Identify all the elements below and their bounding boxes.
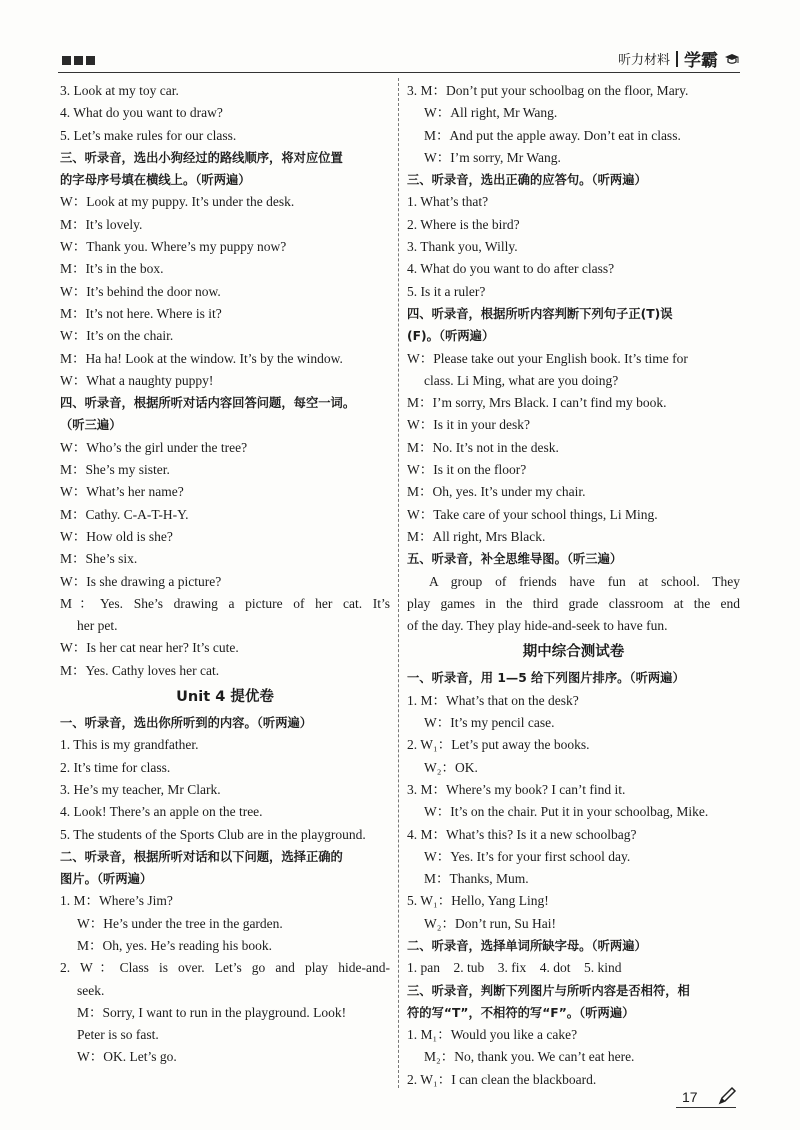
text-line: Peter is so fast. — [77, 1027, 159, 1043]
text-line: M：Oh, yes. It’s under my chair. — [407, 484, 586, 500]
question-heading: (F)。（听两遍） — [407, 329, 495, 344]
text-line: 3. Thank you, Willy. — [407, 239, 518, 255]
section-title: 期中综合测试卷 — [522, 644, 625, 661]
text-line: W：Is it on the floor? — [407, 462, 527, 478]
text-line: seek. — [77, 982, 105, 998]
text-line: 2. W₁：Let’s put away the books. — [407, 737, 590, 753]
question-heading: 五、听录音，补全思维导图。（听三遍） — [407, 552, 623, 567]
section-title: 听力材料 — [617, 53, 670, 68]
text-line: 5. The students of the Sports Club are in the playground. — [60, 826, 366, 842]
question-heading: 图片。（听两遍） — [60, 872, 153, 887]
text-line: M：It’s lovely. — [60, 216, 143, 232]
question-heading: 三、听录音，判断下列图片与所听内容是否相符，相 — [407, 983, 690, 998]
text-line: M：Yes. She’s drawing a picture of her cat. It’s — [60, 595, 390, 611]
left-column — [60, 80, 390, 1069]
text-line: 2. W：Class is over. Let’s go and play hide-and- — [60, 960, 390, 976]
text-line: W：What a naughty puppy! — [60, 372, 214, 388]
text-line: M：Oh, yes. He’s reading his book. — [77, 937, 272, 953]
text-line: W：It’s behind the door now. — [60, 283, 221, 299]
text-line: 3. Look at my toy car. — [60, 83, 179, 98]
text-line: W：Look at my puppy. It’s under the desk. — [60, 194, 295, 210]
text-line: M：Ha ha! Look at the window. It’s by the window. — [60, 350, 343, 366]
square-marks-icon — [62, 56, 95, 65]
question-heading: 的字母序号填在横线上。（听两遍） — [60, 173, 251, 188]
text-line: M：It’s in the box. — [60, 261, 164, 277]
page-number: 17 — [682, 1089, 698, 1105]
text-line: 1. M：Where’s Jim? — [60, 893, 173, 909]
question-heading: 四、听录音，根据所听对话内容回答问题，每空一词。 — [60, 396, 356, 411]
text-line: 4. M：What’s this? Is it a new schoolbag? — [407, 826, 637, 842]
text-line: 1. pan 2. tub 3. fix 4. dot 5. kind — [407, 960, 622, 976]
text-line: 3. M：Don’t put your schoolbag on the floor, Mary. — [407, 83, 689, 98]
text-line: 4. What do you want to draw? — [60, 105, 223, 121]
question-heading: 二、听录音，根据所听对话和以下问题，选择正确的 — [60, 849, 343, 864]
text-line: W：Who’s the girl under the tree? — [60, 439, 248, 455]
text-line: W：It’s my pencil case. — [424, 715, 555, 731]
text-line: M：Sorry, I want to run in the playground. Look! — [77, 1004, 347, 1020]
brand-name: 学霸 — [684, 51, 718, 71]
text-line: W：All right, Mr Wang. — [424, 105, 558, 121]
page-header — [58, 44, 740, 72]
right-column — [407, 80, 740, 1091]
text-line: M：No. It’s not in the desk. — [407, 439, 559, 455]
text-line: 5. W₁：Hello, Yang Ling! — [407, 893, 549, 909]
pencil-icon — [716, 1085, 738, 1107]
text-line: M：Yes. Cathy loves her cat. — [60, 662, 220, 678]
text-line: M：Thanks, Mum. — [424, 871, 529, 887]
text-line: M：It’s not here. Where is it? — [60, 305, 222, 321]
text-line: W：He’s under the tree in the garden. — [77, 915, 283, 931]
text-line: M：All right, Mrs Black. — [407, 528, 546, 544]
text-line: 3. M：Where’s my book? I can’t find it. — [407, 781, 626, 797]
text-line: W₂：Don’t run, Su Hai! — [424, 915, 556, 931]
column-divider — [398, 78, 399, 1088]
text-line: W：I’m sorry, Mr Wang. — [424, 149, 561, 165]
text-line: W：It’s on the chair. Put it in your schoolbag, Mike. — [424, 804, 709, 820]
question-heading: 三、听录音，选出正确的应答句。（听两遍） — [407, 173, 647, 188]
question-heading: （听三遍） — [60, 418, 122, 433]
text-line: her pet. — [77, 618, 118, 634]
text-line: 1. M：What’s that on the desk? — [407, 692, 579, 708]
text-line: W：How old is she? — [60, 528, 173, 544]
text-line: M₂：No, thank you. We can’t eat here. — [424, 1049, 635, 1065]
text-line: of the day. They play hide-and-seek to have fun. — [407, 618, 668, 634]
text-line: 1. What’s that? — [407, 194, 489, 210]
text-line: 1. This is my grandfather. — [60, 737, 199, 753]
question-heading: 二、听录音，选择单词所缺字母。（听两遍） — [407, 938, 647, 953]
text-line: class. Li Ming, what are you doing? — [424, 372, 619, 388]
text-line: W：OK. Let’s go. — [77, 1049, 177, 1065]
text-line: W：Is her cat near her? It’s cute. — [60, 640, 239, 656]
section-title: Unit 4 提优卷 — [176, 689, 274, 706]
text-line: W：Please take out your English book. It’s time for — [407, 350, 688, 366]
text-line: 2. Where is the bird? — [407, 216, 520, 232]
question-heading: 符的写“T”，不相符的写“F”。（听两遍） — [407, 1005, 635, 1020]
text-line: W：Take care of your school things, Li Ming. — [407, 506, 658, 522]
text-line: play games in the third grade classroom at the end — [407, 595, 740, 611]
question-heading: 一、听录音，用 1—5 给下列图片排序。（听两遍） — [407, 671, 685, 686]
text-line: M：I’m sorry, Mrs Black. I can’t find my book. — [407, 395, 667, 411]
text-line: W：It’s on the chair. — [60, 328, 174, 344]
text-line: M：She’s six. — [60, 551, 138, 567]
text-line: 4. What do you want to do after class? — [407, 261, 615, 277]
text-line: W：Thank you. Where’s my puppy now? — [60, 239, 287, 255]
text-line: 2. W₁：I can clean the blackboard. — [407, 1071, 597, 1087]
question-heading: 一、听录音，选出你所听到的内容。（听两遍） — [60, 716, 313, 731]
header-right — [618, 46, 740, 71]
footer-rule — [676, 1107, 736, 1108]
text-line: 5. Let’s make rules for our class. — [60, 127, 237, 143]
graduation-cap-icon — [724, 52, 740, 66]
text-line: W：What’s her name? — [60, 484, 184, 500]
text-line: 4. Look! There’s an apple on the tree. — [60, 804, 263, 820]
header-separator — [676, 51, 678, 67]
text-line: A group of friends have fun at school. They — [429, 573, 740, 589]
text-line: 3. He’s my teacher, Mr Clark. — [60, 781, 221, 797]
text-line: 5. Is it a ruler? — [407, 283, 486, 299]
text-line: W：Is she drawing a picture? — [60, 573, 222, 589]
text-line: M：She’s my sister. — [60, 462, 170, 478]
text-line: W：Is it in your desk? — [407, 417, 530, 433]
text-line: W：Yes. It’s for your first school day. — [424, 848, 631, 864]
text-line: 1. M₁：Would you like a cake? — [407, 1027, 578, 1043]
text-line: 2. It’s time for class. — [60, 759, 171, 775]
text-line: M：Cathy. C-A-T-H-Y. — [60, 506, 189, 522]
question-heading: 四、听录音，根据所听内容判断下列句子正(T)误 — [407, 306, 673, 321]
question-heading: 三、听录音，选出小狗经过的路线顺序，将对应位置 — [60, 150, 343, 165]
header-rule — [58, 72, 740, 73]
text-line: M：And put the apple away. Don’t eat in class. — [424, 127, 681, 143]
text-line: W₂：OK. — [424, 759, 478, 775]
